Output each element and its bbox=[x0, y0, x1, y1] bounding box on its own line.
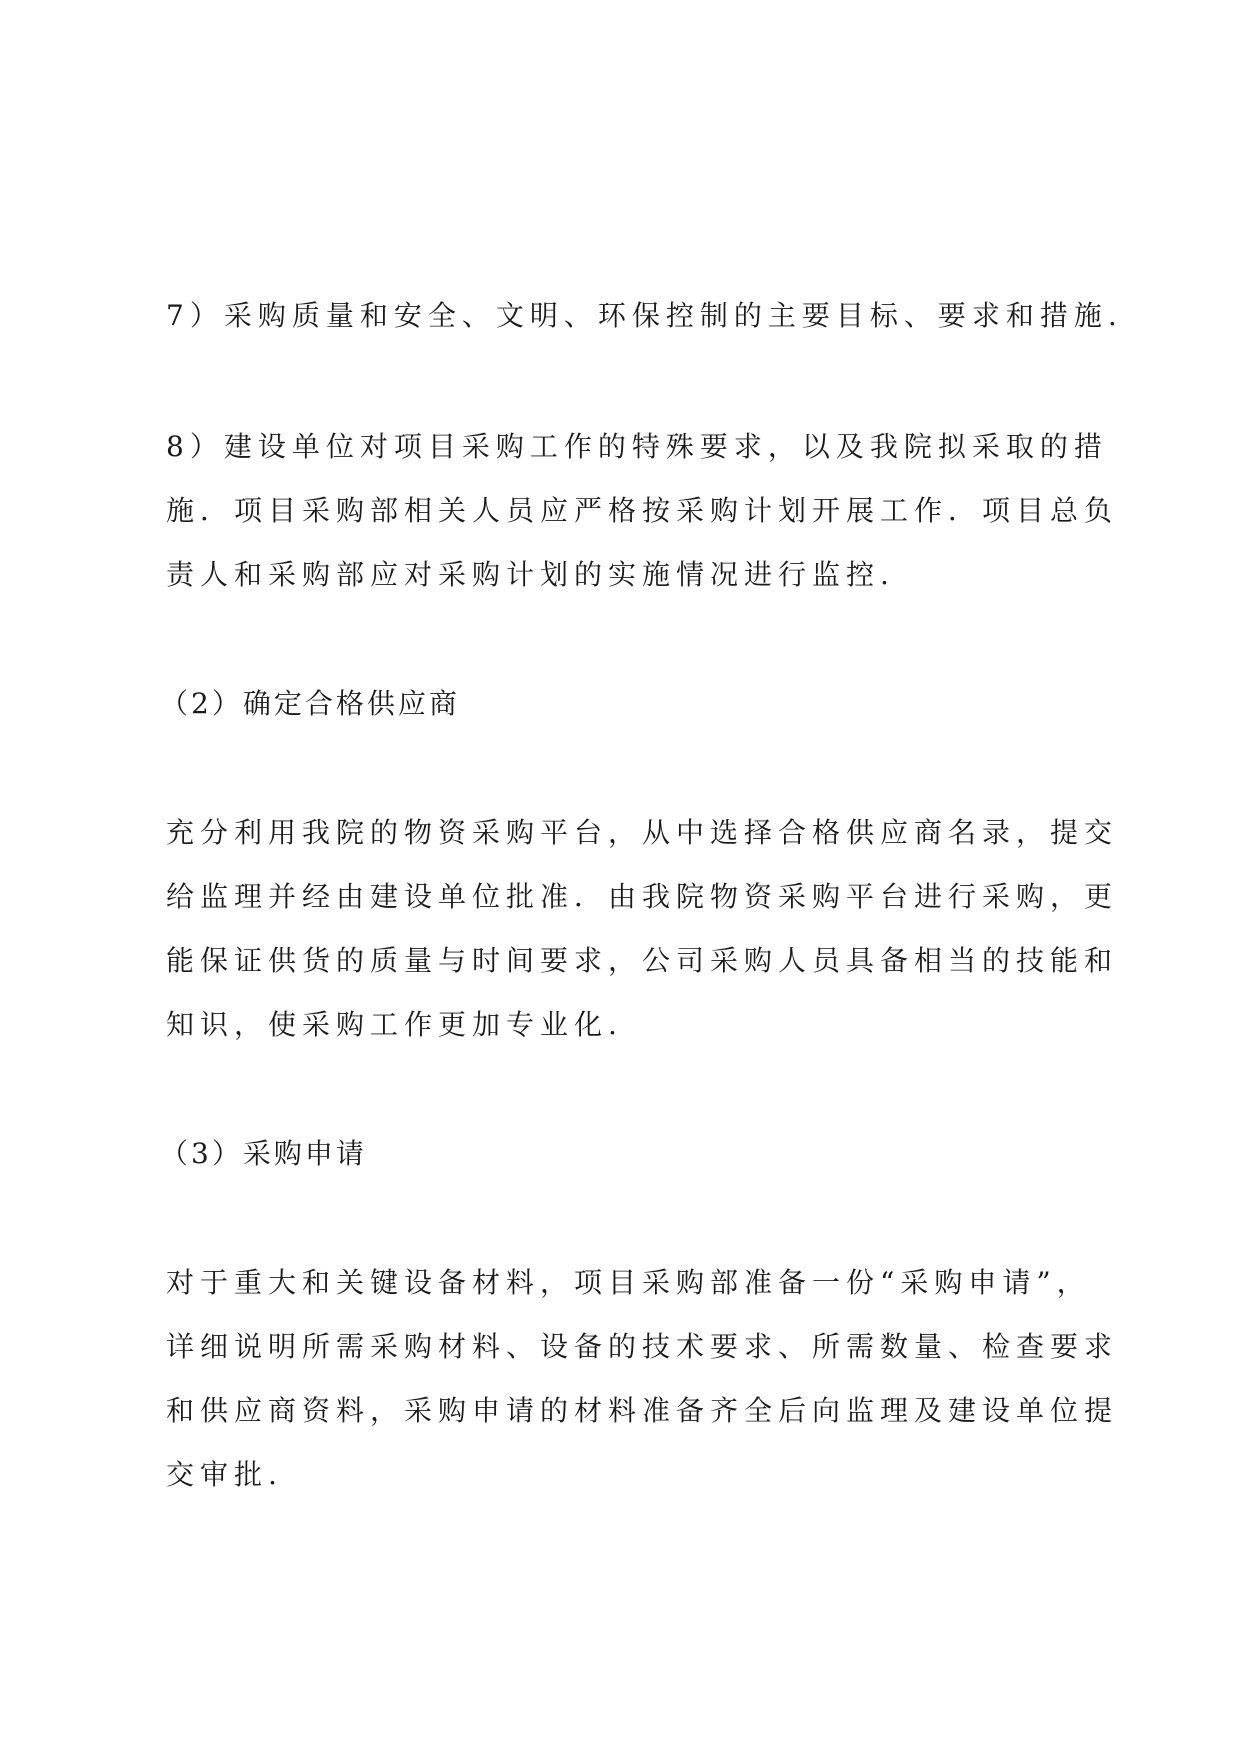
section-3-line-1: 对于重大和关键设备材料，项目采购部准备一份“采购申请”， bbox=[166, 1266, 1091, 1299]
section-2-line-3: 能保证供货的质量与时间要求，公司采购人员具备相当的技能和 bbox=[166, 944, 1119, 977]
item-7-line-1: 7）采购质量和安全、文明、环保控制的主要目标、要求和措施. bbox=[166, 299, 1123, 332]
item-8-line-3: 责人和采购部应对采购计划的实施情况进行监控. bbox=[166, 558, 895, 591]
item-8-line-2: 施．项目采购部相关人员应严格按采购计划开展工作．项目总负 bbox=[166, 494, 1119, 527]
section-3-line-4: 交审批. bbox=[166, 1458, 283, 1491]
section-2-line-1: 充分利用我院的物资采购平台，从中选择合格供应商名录，提交 bbox=[166, 816, 1119, 849]
section-2-line-2: 给监理并经由建设单位批准．由我院物资采购平台进行采购，更 bbox=[166, 880, 1119, 913]
section-3-line-2: 详细说明所需采购材料、设备的技术要求、所需数量、检查要求 bbox=[166, 1330, 1119, 1363]
section-2-line-4: 知识，使采购工作更加专业化. bbox=[166, 1008, 623, 1041]
item-8-line-1: 8）建设单位对项目采购工作的特殊要求，以及我院拟采取的措 bbox=[166, 430, 1108, 463]
section-3-line-3: 和供应商资料，采购申请的材料准备齐全后向监理及建设单位提 bbox=[166, 1394, 1119, 1427]
section-2-heading: （2）确定合格供应商 bbox=[160, 687, 460, 720]
section-3-heading: （3）采购申请 bbox=[160, 1137, 367, 1170]
